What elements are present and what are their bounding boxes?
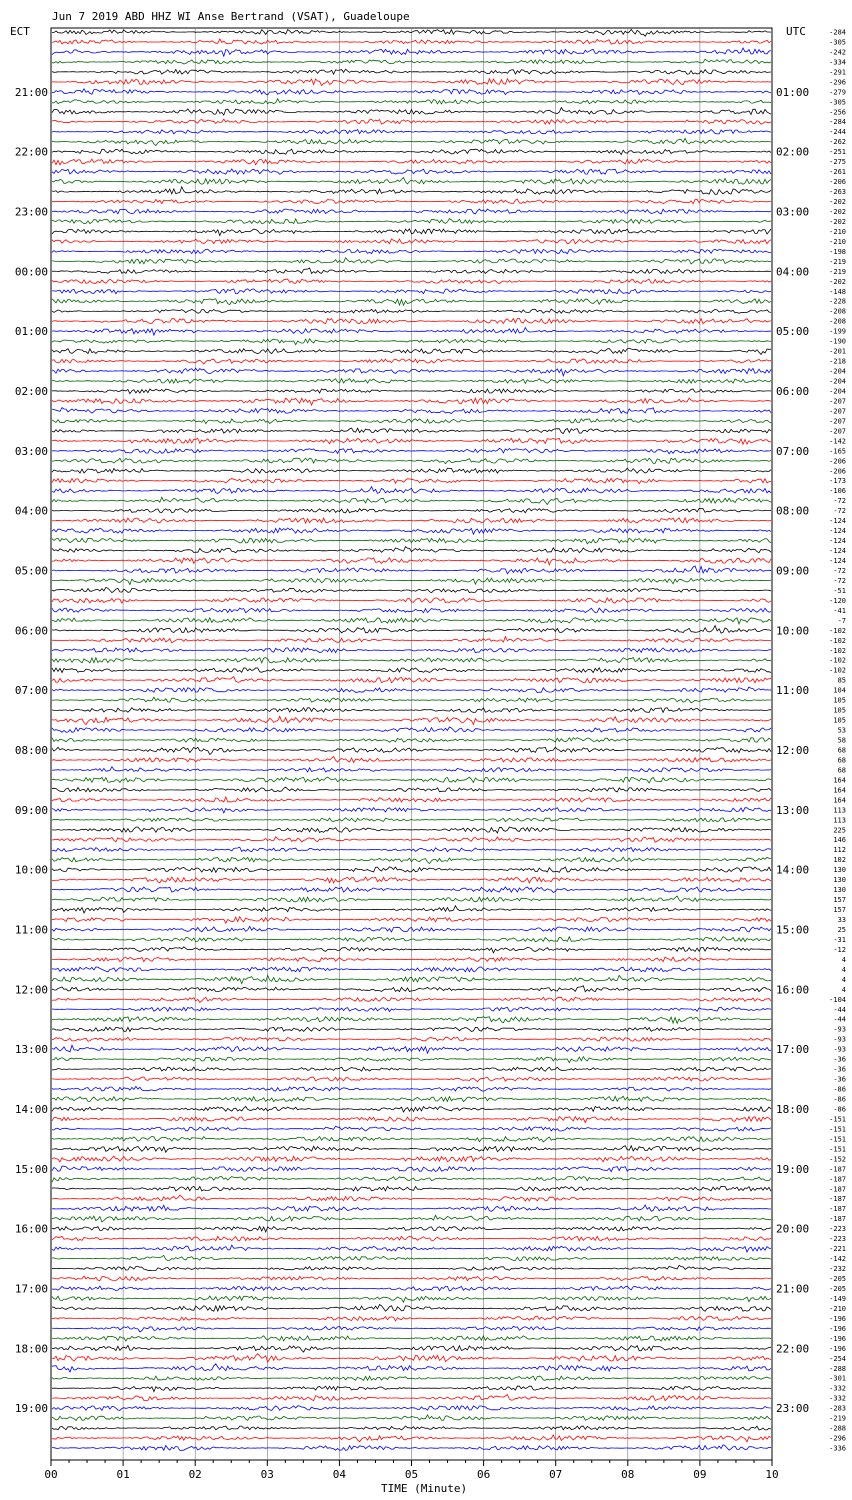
trace-offset-label: -196 (829, 1344, 846, 1353)
trace-offset-label: -196 (829, 1334, 846, 1343)
left-hour-label: 12:00 (14, 983, 48, 997)
trace-offset-label: -207 (829, 407, 846, 416)
trace-offset-label: -296 (829, 1434, 846, 1443)
trace-offset-label: 33 (837, 916, 846, 924)
left-timezone-label: ECT (10, 25, 30, 38)
x-tick-label: 06 (476, 1468, 491, 1481)
trace-offset-label: -72 (833, 577, 846, 585)
trace-offset-label: -120 (829, 596, 846, 605)
trace-offset-label: 113 (833, 806, 846, 815)
trace-offset-label: -102 (829, 666, 846, 675)
x-tick-label: 03 (260, 1468, 274, 1481)
left-hour-label: 15:00 (14, 1162, 48, 1176)
trace-offset-label: -31 (833, 936, 846, 944)
trace-offset-label: -72 (833, 507, 846, 516)
trace-offset-label: -187 (829, 1165, 846, 1174)
trace-offset-label: 112 (833, 846, 846, 855)
trace-offset-label: -336 (829, 1444, 846, 1453)
trace-offset-label: -93 (833, 1025, 846, 1034)
trace-offset-label: -44 (833, 1015, 846, 1024)
right-hour-label: 11:00 (776, 684, 810, 698)
trace-offset-label: -204 (829, 387, 846, 396)
trace-offset-label: -151 (829, 1135, 846, 1144)
trace-offset-label: -296 (829, 78, 846, 87)
trace-offset-label: -208 (829, 307, 846, 316)
trace-offset-label: -86 (833, 1095, 846, 1104)
trace-offset-label: -151 (829, 1145, 846, 1154)
trace-offset-label: -284 (829, 118, 846, 127)
right-hour-label: 05:00 (776, 325, 810, 339)
right-hour-label: 16:00 (776, 983, 810, 997)
trace-offset-label: -149 (829, 1294, 846, 1303)
right-hour-label: 21:00 (776, 1282, 810, 1296)
x-tick-label: 00 (44, 1468, 58, 1481)
right-hour-label: 12:00 (776, 744, 810, 757)
x-axis-label: TIME (Minute) (381, 1482, 468, 1495)
trace-offset-label: -305 (829, 38, 846, 47)
right-hour-label: 20:00 (776, 1222, 810, 1236)
trace-offset-label: -263 (829, 188, 846, 197)
trace-offset-label: -204 (829, 367, 846, 376)
x-tick-label: 08 (621, 1468, 635, 1481)
trace-offset-label: -12 (833, 945, 846, 954)
trace-offset-label: -242 (829, 48, 846, 57)
trace-offset-label: -219 (829, 267, 846, 276)
trace-offset-label: -124 (829, 557, 846, 565)
trace-offset-label: -148 (829, 287, 846, 296)
right-hour-label: 19:00 (776, 1162, 810, 1176)
trace-offset-label: 105 (833, 696, 846, 705)
trace-offset-label: 146 (833, 836, 846, 845)
trace-offset-label: -102 (829, 656, 846, 665)
right-hour-label: 13:00 (776, 803, 810, 817)
left-hour-label: 17:00 (14, 1282, 48, 1296)
trace-offset-label: 68 (837, 756, 846, 765)
trace-offset-label: -204 (829, 377, 846, 386)
left-hour-label: 00:00 (14, 265, 48, 279)
trace-offset-label: 157 (833, 906, 846, 914)
left-hour-label: 03:00 (14, 444, 48, 458)
right-timezone-label: UTC (786, 25, 806, 38)
trace-offset-label: -332 (829, 1394, 846, 1403)
right-hour-label: 07:00 (776, 444, 810, 458)
trace-offset-label: 58 (837, 736, 846, 745)
trace-offset-label: -124 (829, 517, 846, 526)
trace-offset-label: -279 (829, 88, 846, 97)
trace-offset-label: -301 (829, 1374, 846, 1383)
trace-offset-label: -208 (829, 317, 846, 326)
trace-offset-label: -223 (829, 1225, 846, 1234)
trace-offset-label: -152 (829, 1155, 846, 1164)
trace-offset-label: -251 (829, 148, 846, 157)
trace-offset-label: -207 (829, 417, 846, 426)
trace-offset-label: -218 (829, 357, 846, 366)
trace-offset-label: -41 (833, 606, 846, 615)
left-hour-label: 23:00 (14, 205, 48, 219)
trace-offset-label: 164 (833, 786, 846, 795)
trace-offset-label: -206 (829, 457, 846, 466)
trace-offset-label: -202 (829, 218, 846, 226)
chart-title: Jun 7 2019 ABD HHZ WI Anse Bertrand (VSAT), Guadeloupe (52, 10, 410, 23)
left-hour-label: 02:00 (14, 385, 48, 398)
trace-offset-label: -261 (829, 168, 846, 177)
left-hour-label: 14:00 (14, 1103, 48, 1116)
trace-offset-label: -207 (829, 427, 846, 436)
trace-offset-label: -283 (829, 1404, 846, 1413)
left-hour-label: 21:00 (14, 85, 48, 99)
trace-offset-label: -102 (829, 636, 846, 645)
left-hour-label: 09:00 (14, 803, 48, 817)
trace-offset-label: 105 (833, 716, 846, 725)
trace-offset-label: -228 (829, 297, 846, 306)
trace-offset-label: 4 (841, 955, 846, 964)
trace-offset-label: -205 (829, 1275, 846, 1283)
trace-offset-label: -187 (829, 1215, 846, 1224)
right-hour-label: 17:00 (776, 1043, 810, 1057)
right-hour-label: 08:00 (776, 504, 810, 518)
right-hour-label: 22:00 (776, 1342, 810, 1356)
trace-offset-label: -207 (829, 397, 846, 406)
trace-offset-label: -173 (829, 477, 846, 486)
trace-offset-label: -151 (829, 1115, 846, 1124)
trace-offset-label: -202 (829, 208, 846, 216)
trace-offset-label: -72 (833, 497, 846, 506)
trace-offset-label: -305 (829, 98, 846, 107)
trace-offset-label: 105 (833, 706, 846, 715)
trace-offset-label: -334 (829, 58, 846, 67)
trace-offset-label: -284 (829, 28, 846, 37)
trace-offset-label: -288 (829, 1424, 846, 1433)
left-hour-label: 01:00 (14, 325, 48, 339)
x-tick-label: 10 (765, 1468, 779, 1481)
trace-offset-label: 4 (841, 965, 846, 974)
trace-offset-label: -219 (829, 257, 846, 266)
left-hour-label: 04:00 (14, 504, 48, 518)
trace-offset-label: -210 (829, 237, 846, 246)
trace-offset-label: -210 (829, 1304, 846, 1313)
trace-offset-label: 85 (837, 676, 846, 685)
trace-offset-label: -7 (837, 616, 846, 625)
left-hour-label: 16:00 (14, 1222, 48, 1236)
right-hour-label: 18:00 (776, 1103, 810, 1116)
left-hour-label: 05:00 (14, 564, 48, 578)
trace-offset-label: -151 (829, 1125, 846, 1134)
trace-offset-label: -187 (829, 1175, 846, 1184)
trace-offset-label: -165 (829, 447, 846, 456)
trace-offset-label: -291 (829, 68, 846, 77)
trace-offset-label: -206 (829, 178, 846, 187)
x-tick-label: 04 (332, 1468, 347, 1481)
trace-offset-label: -44 (833, 1005, 846, 1014)
x-tick-label: 01 (116, 1468, 130, 1481)
trace-offset-label: -202 (829, 277, 846, 286)
left-hour-label: 07:00 (14, 684, 48, 698)
trace-offset-label: -86 (833, 1085, 846, 1094)
right-hour-label: 14:00 (776, 863, 810, 877)
left-hour-label: 10:00 (14, 863, 48, 877)
trace-offset-label: 102 (833, 856, 846, 865)
trace-offset-label: -104 (829, 995, 846, 1004)
trace-offset-label: -51 (833, 586, 846, 595)
trace-offset-label: -254 (829, 1354, 846, 1363)
left-hour-label: 19:00 (14, 1402, 48, 1416)
trace-offset-label: -201 (829, 347, 846, 356)
trace-offset-label: 68 (837, 766, 846, 775)
trace-offset-label: -275 (829, 158, 846, 167)
trace-offset-label: -36 (833, 1065, 846, 1074)
trace-offset-label: -72 (833, 567, 846, 575)
x-tick-label: 05 (404, 1468, 419, 1481)
trace-offset-label: 164 (833, 776, 846, 785)
x-tick-label: 02 (188, 1468, 202, 1481)
trace-offset-label: 4 (841, 985, 846, 994)
trace-offset-label: -36 (833, 1055, 846, 1064)
trace-offset-label: 4 (841, 975, 846, 984)
trace-offset-label: -187 (829, 1185, 846, 1194)
right-hour-label: 09:00 (776, 564, 810, 578)
right-hour-label: 10:00 (776, 624, 810, 638)
trace-offset-label: -198 (829, 247, 846, 256)
trace-offset-label: -142 (829, 1255, 846, 1264)
trace-offset-label: -124 (829, 547, 846, 555)
trace-offset-label: 104 (833, 686, 846, 695)
left-hour-label: 08:00 (14, 744, 48, 757)
right-hour-label: 03:00 (776, 205, 810, 219)
trace-offset-label: 68 (837, 746, 846, 755)
trace-offset-label: -256 (829, 108, 846, 117)
x-tick-label: 07 (549, 1468, 563, 1481)
trace-offset-label: -36 (833, 1075, 846, 1084)
trace-offset-label: -93 (833, 1035, 846, 1044)
trace-offset-label: 225 (833, 826, 846, 835)
trace-offset-label: -187 (829, 1205, 846, 1214)
right-hour-label: 15:00 (776, 923, 810, 937)
left-hour-label: 18:00 (14, 1342, 48, 1356)
x-tick-label: 09 (693, 1468, 707, 1481)
trace-offset-label: -187 (829, 1195, 846, 1204)
trace-offset-label: 130 (833, 886, 846, 895)
trace-offset-label: 130 (833, 866, 846, 875)
left-hour-label: 06:00 (14, 624, 48, 638)
right-hour-label: 04:00 (776, 265, 810, 279)
trace-offset-label: -196 (829, 1314, 846, 1323)
trace-offset-label: -190 (829, 337, 846, 346)
left-hour-label: 11:00 (14, 923, 48, 937)
left-hour-label: 22:00 (14, 145, 48, 159)
trace-offset-label: -332 (829, 1384, 846, 1393)
trace-offset-label: -210 (829, 227, 846, 236)
trace-offset-label: -232 (829, 1265, 846, 1273)
trace-offset-label: -219 (829, 1414, 846, 1423)
trace-offset-label: 157 (833, 896, 846, 905)
trace-offset-label: -206 (829, 467, 846, 476)
trace-offset-label: -142 (829, 437, 846, 446)
left-hour-label: 13:00 (14, 1043, 48, 1057)
trace-offset-label: 164 (833, 796, 846, 805)
trace-offset-label: -196 (829, 1324, 846, 1333)
right-hour-label: 06:00 (776, 385, 810, 398)
trace-offset-label: -205 (829, 1285, 846, 1293)
right-hour-label: 01:00 (776, 85, 810, 99)
trace-offset-label: 25 (837, 926, 846, 934)
trace-offset-label: -221 (829, 1245, 846, 1254)
trace-offset-label: -223 (829, 1235, 846, 1244)
trace-offset-label: -106 (829, 487, 846, 496)
trace-offset-label: -199 (829, 327, 846, 336)
trace-offset-label: -262 (829, 138, 846, 147)
trace-offset-label: 113 (833, 816, 846, 825)
trace-offset-label: -202 (829, 198, 846, 206)
trace-offset-label: -124 (829, 537, 846, 546)
trace-offset-label: 53 (837, 726, 846, 735)
right-hour-label: 23:00 (776, 1402, 810, 1416)
trace-offset-label: -124 (829, 527, 846, 536)
trace-offset-label: -93 (833, 1045, 846, 1054)
trace-offset-label: -288 (829, 1364, 846, 1373)
trace-offset-label: -102 (829, 646, 846, 655)
trace-offset-label: -86 (833, 1105, 846, 1114)
trace-offset-label: -244 (829, 128, 846, 137)
trace-offset-label: 130 (833, 876, 846, 885)
right-hour-label: 02:00 (776, 145, 810, 159)
trace-offset-label: -102 (829, 626, 846, 635)
